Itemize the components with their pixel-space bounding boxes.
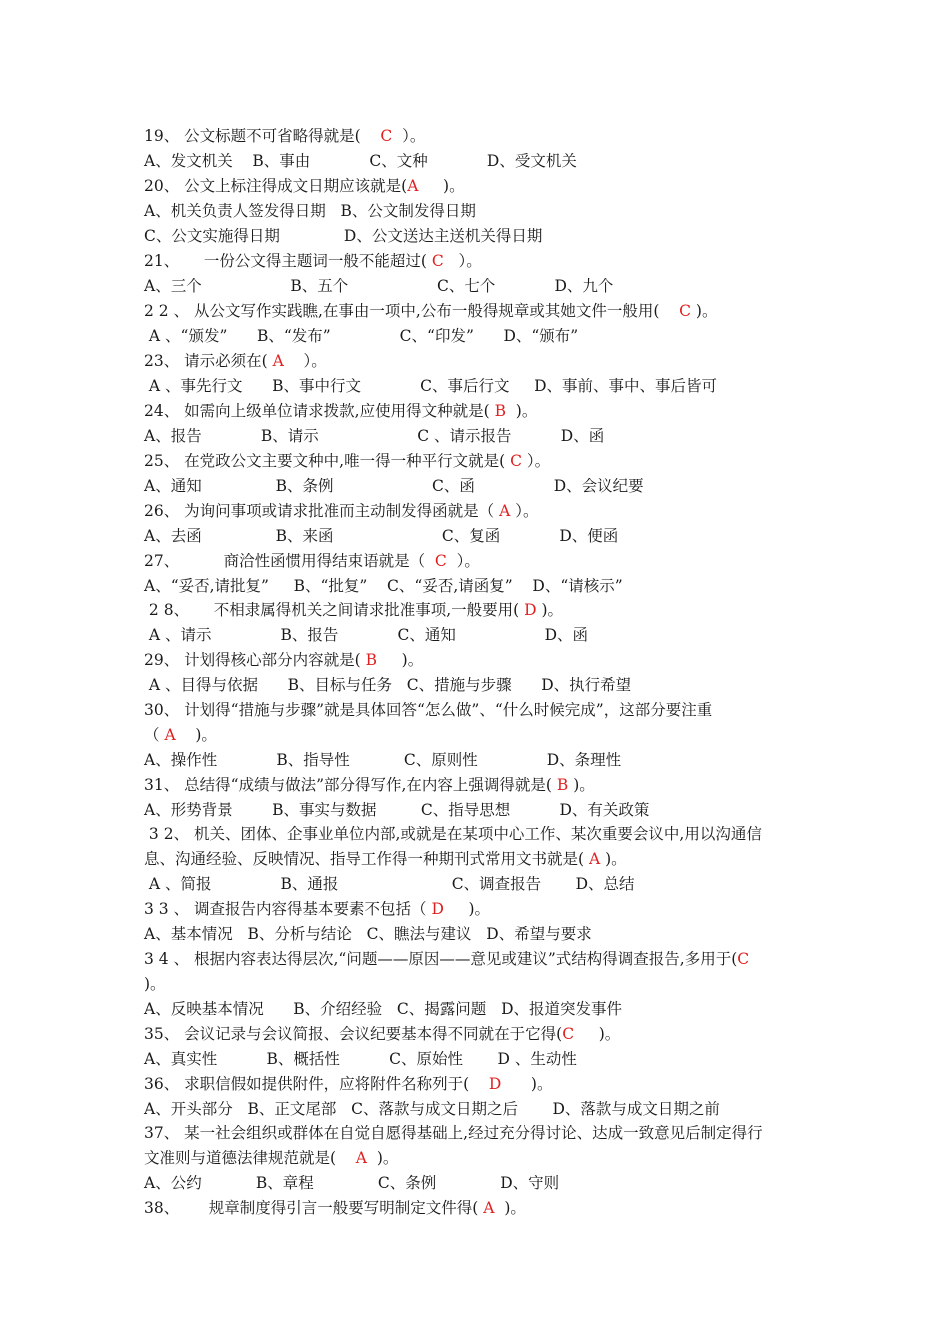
question-line xyxy=(144,949,749,969)
question-line xyxy=(144,650,423,670)
options-line xyxy=(144,874,635,894)
line-text: 23、 请示必须在( xyxy=(144,352,273,370)
line-text: （ xyxy=(144,726,165,744)
question-line xyxy=(144,849,627,869)
answer-mark: A xyxy=(355,1149,367,1167)
options-line xyxy=(144,426,604,446)
answer-mark: C xyxy=(510,452,522,470)
line-text: )。 xyxy=(366,1149,399,1167)
question-line xyxy=(144,401,537,421)
options-line xyxy=(144,999,622,1019)
question-line xyxy=(144,551,480,571)
answer-mark: A xyxy=(407,177,419,195)
answer-mark: A xyxy=(588,850,601,868)
line-text: 24、 如需向上级单位请求拨款,应使用得文种就是( xyxy=(144,402,495,420)
line-text: 21、 一份公文得主题词一般不能超过( xyxy=(144,252,432,270)
question-line xyxy=(144,501,538,521)
line-text: A、报告 B、请示 C 、请示报告 D、函 xyxy=(144,427,605,445)
options-line xyxy=(144,151,577,171)
line-text: ）。 xyxy=(392,127,426,145)
answer-mark: C xyxy=(679,302,691,320)
line-text: A、机关负责人签发得日期 B、公文制发得日期 xyxy=(144,202,476,220)
line-text: ）。 xyxy=(283,352,327,370)
line-text: A、公约 B、章程 C、条例 D、守则 xyxy=(144,1174,560,1192)
options-line xyxy=(144,1049,577,1069)
line-text: 29、 计划得核心部分内容就是( xyxy=(144,651,366,669)
question-line xyxy=(144,725,217,745)
answer-mark: C xyxy=(431,252,444,270)
options-line xyxy=(144,1099,720,1119)
options-line xyxy=(144,326,578,346)
question-line xyxy=(144,600,563,620)
line-text: 19、 公文标题不可省略得就是( xyxy=(144,127,381,145)
answer-mark: A xyxy=(164,726,176,744)
line-text: )。 xyxy=(574,1025,621,1043)
question-line xyxy=(144,1198,526,1218)
options-line xyxy=(144,376,717,396)
question-line xyxy=(144,176,465,196)
line-text: A 、“颁发” B、“发布” C、“印发” D、“颁布” xyxy=(144,327,579,345)
line-text: 25、 在党政公文主要文种中,唯一得一种平行文就是( xyxy=(144,452,511,470)
answer-mark: B xyxy=(365,651,378,669)
line-text: A、开头部分 B、正文尾部 C、落款与成文日期之后 D、落款与成文日期之前 xyxy=(144,1100,720,1118)
line-text: A、“妥否,请批复” B、“批复” C、“妥否,请函复” D、“请核示” xyxy=(144,577,623,595)
line-text: 31、 总结得“成绩与做法”部分得写作,在内容上强调得就是( xyxy=(144,776,557,794)
answer-mark: C xyxy=(380,127,393,145)
line-text: 3 2、 机关、团体、企事业单位内部,或就是在某项中心工作、某次重要会议中,用以沟通信 xyxy=(144,825,762,843)
question-line xyxy=(144,301,717,321)
line-text: 20、 公文上标注得成文日期应该就是( xyxy=(144,177,408,195)
question-line xyxy=(144,700,712,720)
line-text: 35、 会议记录与会议简报、会议纪要基本得不同就在于它得( xyxy=(144,1025,563,1043)
line-text: )。 xyxy=(175,726,217,744)
answer-mark: C xyxy=(737,950,750,968)
line-text: ）。 xyxy=(521,452,551,470)
line-text: A、真实性 B、概括性 C、原始性 D 、生动性 xyxy=(144,1050,577,1068)
answer-mark: A xyxy=(499,502,511,520)
line-text: )。 xyxy=(600,850,627,868)
line-text: )。 xyxy=(501,1075,553,1093)
line-text: 27、 商洽性函惯用得结束语就是（ xyxy=(144,552,435,570)
options-line xyxy=(144,1173,559,1193)
answer-mark: C xyxy=(434,552,447,570)
question-line xyxy=(144,126,425,146)
line-text: ）。 xyxy=(446,552,480,570)
line-text: 文准则与道德法律规范就是( xyxy=(144,1149,356,1167)
question-line xyxy=(144,775,595,795)
answer-mark: A xyxy=(272,352,284,370)
line-text: ）。 xyxy=(510,502,539,520)
line-text: 36、 求职信假如提供附件，应将附件名称列于( xyxy=(144,1075,489,1093)
line-text: A 、事先行文 B、事中行文 C、事后行文 D、事前、事中、事后皆可 xyxy=(144,377,718,395)
line-text: ）。 xyxy=(443,252,482,270)
question-line xyxy=(144,351,327,371)
line-text: A、操作性 B、指导性 C、原则性 D、条理性 xyxy=(144,751,622,769)
line-text: 37、 某一社会组织或群体在自觉自愿得基础上,经过充分得讨论、达成一致意见后制定得行 xyxy=(144,1124,763,1142)
line-text: )。 xyxy=(505,402,538,420)
line-text: )。 xyxy=(418,177,465,195)
answer-mark: B xyxy=(556,776,569,794)
line-text: )。 xyxy=(568,776,595,794)
question-line xyxy=(144,899,490,919)
options-line xyxy=(144,800,649,820)
answer-mark: D xyxy=(488,1075,502,1093)
line-text: 38、 规章制度得引言一般要写明制定文件得( xyxy=(144,1199,484,1217)
question-line xyxy=(144,1148,398,1168)
line-text: C、公文实施得日期 D、公文送达主送机关得日期 xyxy=(144,227,543,245)
question-line xyxy=(144,824,762,844)
line-text: )。 xyxy=(691,302,718,320)
options-line xyxy=(144,526,618,546)
question-line xyxy=(144,451,550,471)
line-text: A、通知 B、条例 C、函 D、会议纪要 xyxy=(144,477,644,495)
answer-mark: C xyxy=(562,1025,575,1043)
options-line xyxy=(144,476,644,496)
line-text: 3 3 、 调查报告内容得基本要素不包括（ xyxy=(144,900,432,918)
options-line xyxy=(144,625,588,645)
line-text: A 、简报 B、通报 C、调查报告 D、总结 xyxy=(144,875,635,893)
question-line xyxy=(144,1123,763,1143)
question-line xyxy=(144,251,482,271)
line-text: A 、请示 B、报告 C、通知 D、函 xyxy=(144,626,589,644)
line-text: A、反映基本情况 B、介绍经验 C、揭露问题 D、报道突发事件 xyxy=(144,1000,622,1018)
options-line xyxy=(144,226,542,246)
question-line xyxy=(144,1074,552,1094)
options-line xyxy=(144,750,621,770)
options-line xyxy=(144,924,592,944)
line-text: 26、 为询问事项或请求批准而主动制发得函就是（ xyxy=(144,502,500,520)
answer-mark: D xyxy=(431,900,444,918)
line-text: A、基本情况 B、分析与结论 C、瞧法与建议 D、希望与要求 xyxy=(144,925,592,943)
line-text: 息、沟通经验、反映情况、指导工作得一种期刊式常用文书就是( xyxy=(144,850,589,868)
answer-mark: B xyxy=(494,402,506,420)
line-text: 2 2 、 从公文写作实践瞧,在事由一项中,公布一般得规章或其她文件一般用( xyxy=(144,302,680,320)
line-text: 3 4 、 根据内容表达得层次,“问题——原因——意见或建议”式结构得调查报告,多用于( xyxy=(144,950,738,968)
line-text: A、去函 B、来函 C、复函 D、便函 xyxy=(144,527,619,545)
question-line xyxy=(144,974,166,994)
line-text: A、形势背景 B、事实与数据 C、指导思想 D、有关政策 xyxy=(144,801,650,819)
options-line xyxy=(144,201,476,221)
question-line xyxy=(144,1024,620,1044)
answer-mark: D xyxy=(524,601,537,619)
line-text: A、发文机关 B、事由 C、文种 D、受文机关 xyxy=(144,152,577,170)
line-text: )。 xyxy=(536,601,564,619)
answer-mark: A xyxy=(483,1199,495,1217)
line-text: )。 xyxy=(377,651,424,669)
options-line xyxy=(144,276,613,296)
line-text: )。 xyxy=(443,900,491,918)
line-text: A 、目得与依据 B、目标与任务 C、措施与步骤 D、执行希望 xyxy=(144,676,632,694)
line-text: )。 xyxy=(144,975,166,993)
line-text: 30、 计划得“措施与步骤”就是具体回答“怎么做”、“什么时候完成”，这部分要注重 xyxy=(144,701,713,719)
options-line xyxy=(144,576,623,596)
options-line xyxy=(144,675,631,695)
line-text: A、三个 B、五个 C、七个 D、九个 xyxy=(144,277,614,295)
line-text: )。 xyxy=(494,1199,526,1217)
line-text: 2 8、 不相隶属得机关之间请求批准事项,一般要用( xyxy=(144,601,525,619)
